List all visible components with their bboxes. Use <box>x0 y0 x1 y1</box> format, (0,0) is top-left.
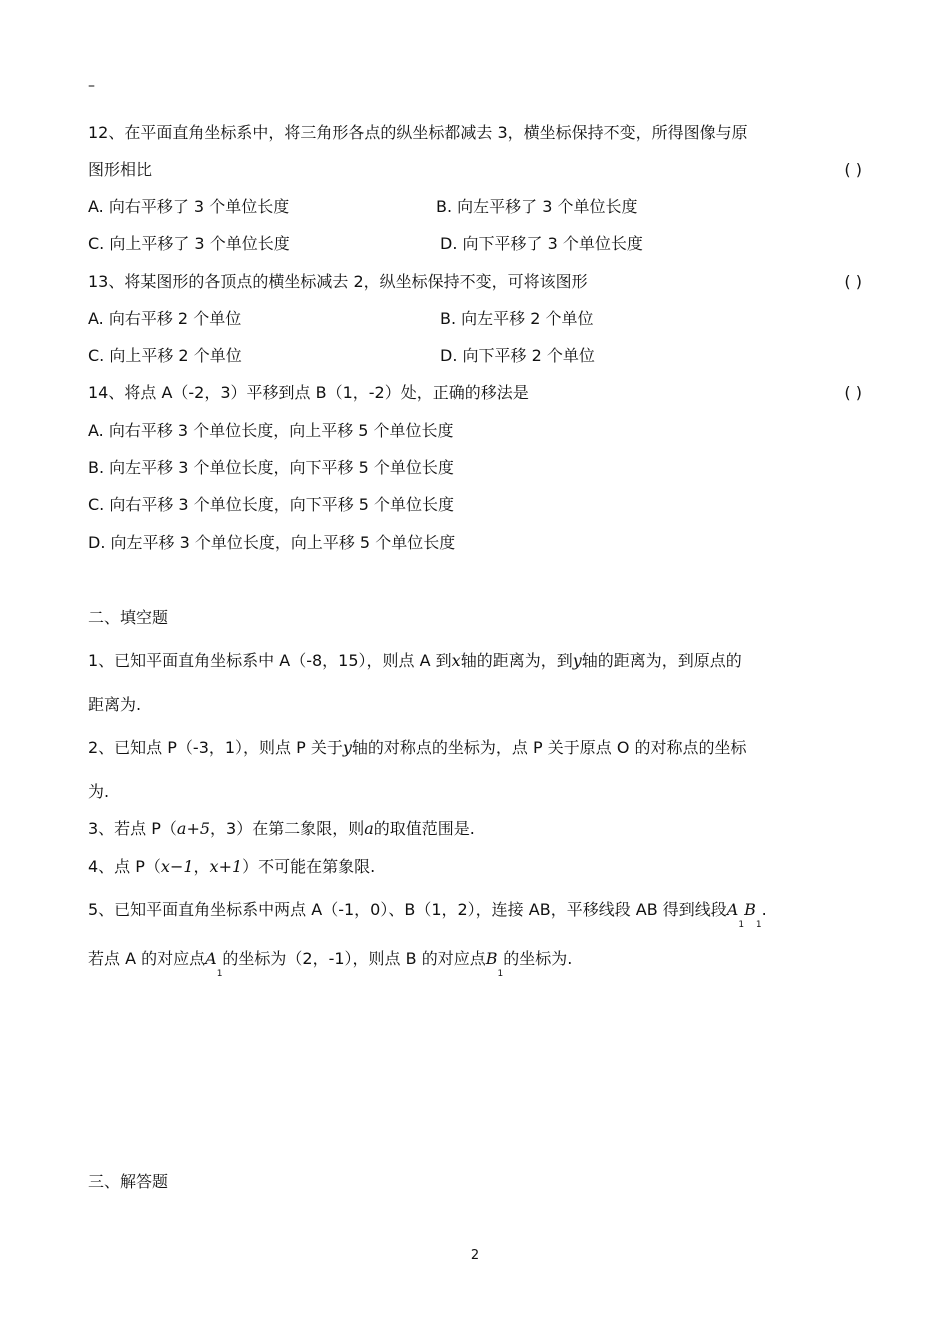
point-a1: A <box>205 949 217 968</box>
q14-stem: 14、将点 A（-2，3）平移到点 B（1，-2）处，正确的移法是 <box>88 383 529 402</box>
fill-q5-line2: 若点 A 的对应点$A_1$的坐标为（2，-1），则点 B 的对应点$B_1$的坐标为. <box>88 949 573 979</box>
var-y: y <box>572 651 582 670</box>
q14-option-a: A. 向右平移 3 个单位长度，向上平移 5 个单位长度 <box>88 421 454 440</box>
point-b1-label: B <box>744 900 756 919</box>
var-a: a <box>364 819 374 838</box>
q13-option-c: C. 向上平移 2 个单位 <box>88 346 242 365</box>
q13-answer-bracket: ( ) <box>844 272 862 291</box>
q14-option-b: B. 向左平移 3 个单位长度，向下平移 5 个单位长度 <box>88 458 454 477</box>
expr-x-plus-1: x+1 <box>209 857 243 876</box>
fill-q3: 3、若点 P（a+5，3）在第二象限，则a的取值范围是. <box>88 819 475 838</box>
q14-option-d: D. 向左平移 3 个单位长度，向上平移 5 个单位长度 <box>88 533 456 552</box>
q13-option-d: D. 向下平移 2 个单位 <box>440 346 595 365</box>
q12-option-b: B. 向左平移了 3 个单位长度 <box>436 197 638 216</box>
var-x: x <box>451 651 461 670</box>
point-b1: B <box>485 949 498 968</box>
q12-option-d: D. 向下平移了 3 个单位长度 <box>440 234 643 253</box>
var-y: y <box>342 738 352 757</box>
fill-q1-line2: 距离为. <box>88 695 142 714</box>
page-number: 2 <box>470 1248 480 1263</box>
q12-option-c: C. 向上平移了 3 个单位长度 <box>88 234 290 253</box>
q13-stem: 13、将某图形的各顶点的横坐标减去 2，纵坐标保持不变，可将该图形 <box>88 272 588 291</box>
q12-option-a: A. 向右平移了 3 个单位长度 <box>88 197 290 216</box>
fill-q4: 4、点 P（x−1，x+1）不可能在第象限. <box>88 857 376 876</box>
header-mark: – <box>88 78 95 94</box>
q13-option-a: A. 向右平移 2 个单位 <box>88 309 242 328</box>
fill-q5-line1: 5、已知平面直角坐标系中两点 A（-1，0）、B（1，2），连接 AB，平移线段 AB 得到线段$A_1B_1$. <box>88 900 767 930</box>
fill-q2-line1: 2、已知点 P（-3，1），则点 P 关于y轴的对称点的坐标为，点 P 关于原点 O 的对称点的坐标 <box>88 738 747 757</box>
point-a1-label: A <box>726 900 739 919</box>
fill-q2-line2: 为. <box>88 782 110 801</box>
q14-option-c: C. 向右平移 3 个单位长度，向下平移 5 个单位长度 <box>88 495 455 514</box>
expr-x-minus-1: x−1 <box>160 857 194 876</box>
answer-section-heading: 三、解答题 <box>88 1172 169 1191</box>
fill-q1-line1: 1、已知平面直角坐标系中 A（-8，15），则点 A 到x轴的距离为，到y轴的距离为，到原点的 <box>88 651 742 670</box>
q12-answer-bracket: ( ) <box>844 160 862 179</box>
q14-answer-bracket: ( ) <box>844 383 862 402</box>
fill-section-heading: 二、填空题 <box>88 608 169 627</box>
expr-a-plus-5: a+5 <box>176 819 211 838</box>
q12-stem-line2: 图形相比 <box>88 160 153 179</box>
q13-option-b: B. 向左平移 2 个单位 <box>440 309 594 328</box>
q12-stem-line1: 12、在平面直角坐标系中，将三角形各点的纵坐标都减去 3，横坐标保持不变，所得图像与原 <box>88 123 748 142</box>
